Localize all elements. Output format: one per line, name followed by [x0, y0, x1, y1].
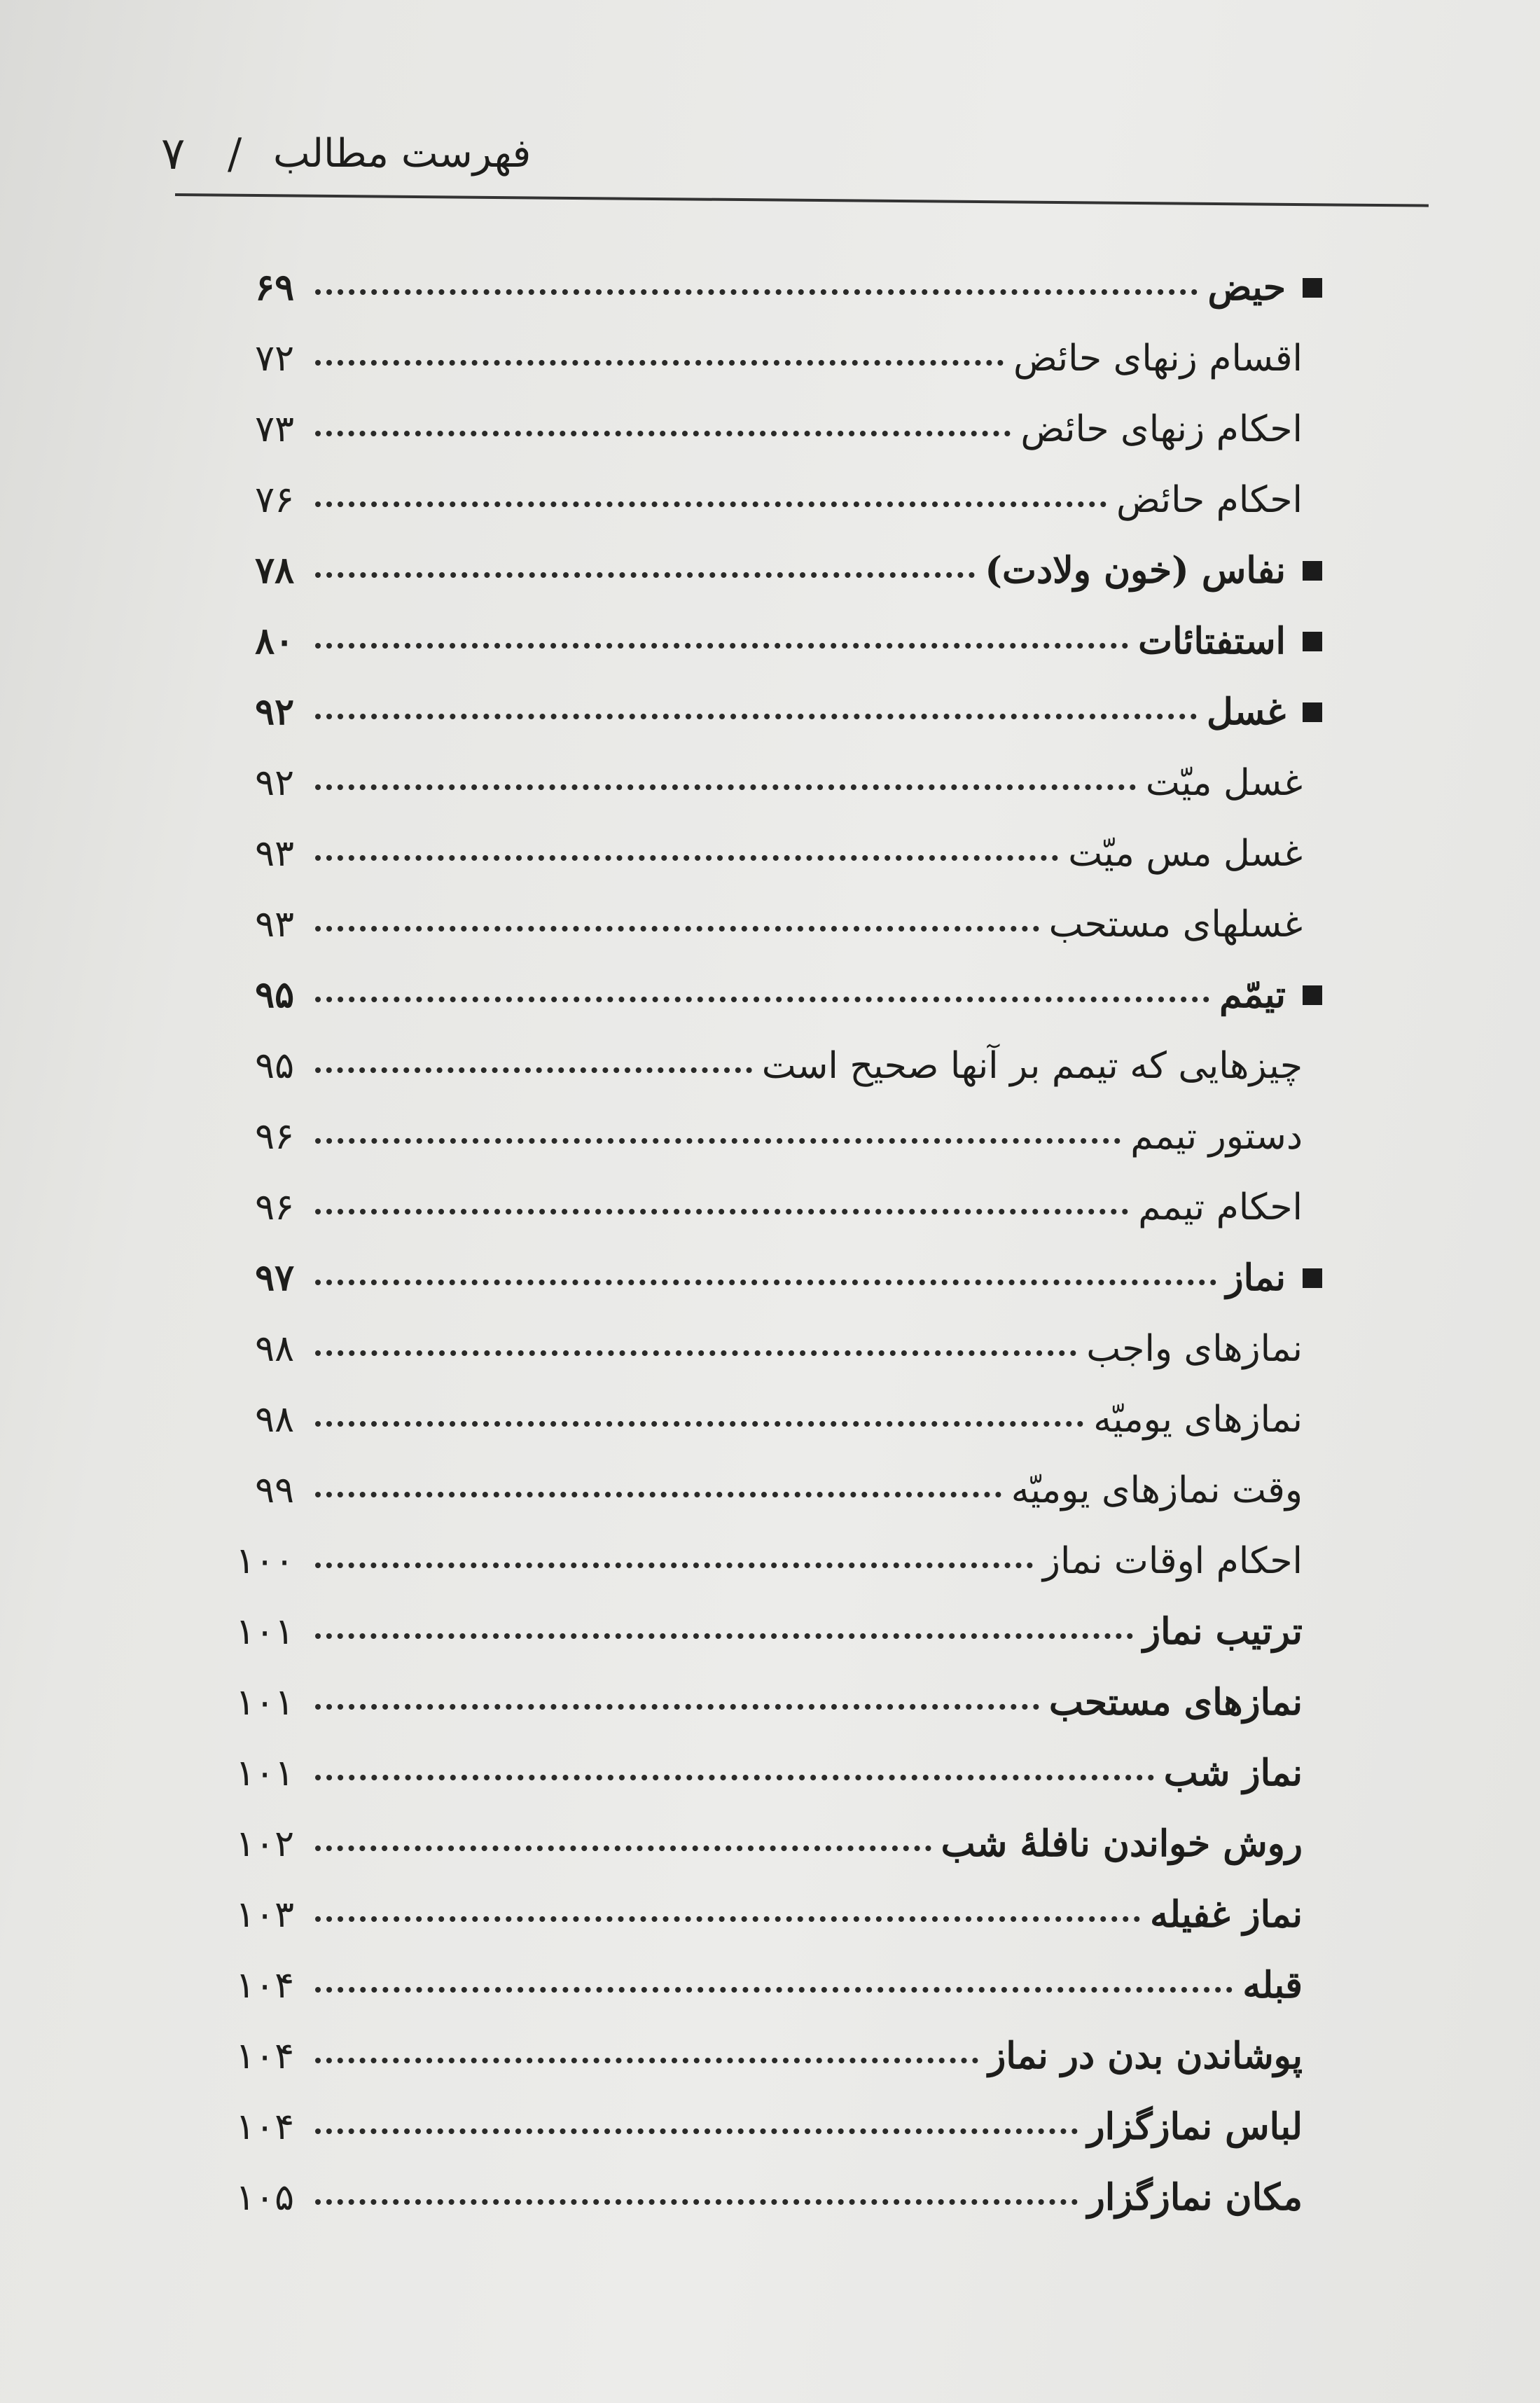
toc-entry-row — [196, 1525, 1387, 1596]
toc-page-number: ۹۲ — [255, 691, 294, 733]
toc-entry-title: قبله — [1242, 1964, 1303, 2007]
square-bullet-icon — [1303, 632, 1322, 651]
toc-dot-leader — [315, 714, 1197, 719]
toc-page-number: ۱۰۳ — [235, 1893, 294, 1936]
toc-dot-leader — [315, 2199, 1078, 2205]
toc-page-number: ۱۰۱ — [235, 1681, 294, 1724]
toc-entry-title: وقت نمازهای یومیّه — [1011, 1469, 1303, 1511]
toc-entry-title: احکام تیمم — [1138, 1186, 1303, 1228]
toc-dot-leader — [315, 1916, 1140, 1922]
toc-dot-leader — [315, 1280, 1216, 1285]
toc-dot-leader — [315, 360, 1004, 366]
toc-dot-leader — [315, 1421, 1083, 1427]
toc-dot-leader — [315, 289, 1198, 295]
toc-dot-leader — [315, 2128, 1078, 2134]
toc-section-row — [196, 960, 1387, 1030]
page-header — [161, 119, 1422, 196]
header-separator: / — [228, 130, 242, 179]
toc-page-number: ۹۳ — [255, 903, 294, 946]
toc-entry-row — [196, 1030, 1387, 1101]
toc-entry-title: نماز غفیله — [1150, 1893, 1303, 1936]
toc-page-number: ۹۶ — [255, 1115, 294, 1158]
toc-entry-row — [196, 1738, 1387, 1808]
toc-page-number: ۹۸ — [255, 1327, 294, 1370]
toc-page-number: ۹۵ — [255, 1044, 294, 1087]
toc-entry-row — [196, 323, 1387, 394]
toc-page-number: ۹۹ — [255, 1469, 294, 1511]
header-title: فهرست مطالب — [273, 131, 532, 176]
toc-entry-title: غسل مس میّت — [1068, 832, 1303, 875]
toc-entry-row — [196, 1879, 1387, 1950]
toc-page-number: ۱۰۲ — [235, 1822, 294, 1865]
toc-entry-row — [196, 1808, 1387, 1879]
toc-entry-title: غسل — [1207, 691, 1286, 733]
toc-page-number: ۱۰۱ — [235, 1752, 294, 1794]
toc-entry-row — [196, 818, 1387, 889]
toc-dot-leader — [315, 926, 1039, 932]
toc-entry-title: احکام زنهای حائض — [1020, 408, 1303, 450]
toc-entry-row — [196, 1384, 1387, 1455]
table-of-contents — [196, 252, 1387, 2233]
square-bullet-icon — [1303, 278, 1322, 298]
toc-entry-title: نمازهای مستحب — [1048, 1681, 1303, 1724]
toc-entry-title: نماز شب — [1163, 1752, 1303, 1794]
toc-page-number: ۷۶ — [255, 478, 294, 521]
toc-dot-leader — [315, 1633, 1133, 1639]
toc-dot-leader — [315, 997, 1209, 1002]
toc-entry-row — [196, 2162, 1387, 2233]
toc-entry-title: نفاس (خون ولادت) — [985, 549, 1286, 592]
toc-dot-leader — [315, 1138, 1121, 1144]
toc-entry-title: لباس نمازگزار — [1087, 2105, 1303, 2148]
toc-page-number: ۶۹ — [255, 266, 294, 309]
toc-entry-row — [196, 1455, 1387, 1525]
toc-page-number: ۷۳ — [255, 408, 294, 450]
toc-page-number: ۹۳ — [255, 832, 294, 875]
toc-entry-title: پوشاندن بدن در نماز — [988, 2035, 1303, 2077]
toc-dot-leader — [315, 431, 1011, 436]
toc-entry-title: غسلهای مستحب — [1048, 903, 1303, 946]
toc-entry-row — [196, 1667, 1387, 1738]
toc-page-number: ۹۵ — [255, 974, 294, 1016]
toc-section-row — [196, 535, 1387, 606]
toc-dot-leader — [315, 1704, 1039, 1710]
toc-section-row — [196, 606, 1387, 677]
toc-entry-title: احکام اوقات نماز — [1042, 1539, 1303, 1582]
toc-entry-title: چیزهایی که تیمم بر آنها صحیح است — [761, 1044, 1303, 1087]
toc-dot-leader — [315, 1209, 1128, 1214]
toc-entry-title: تیمّم — [1219, 974, 1286, 1016]
toc-entry-title: حیض — [1207, 266, 1286, 309]
square-bullet-icon — [1303, 561, 1322, 581]
toc-entry-title: دستور تیمم — [1130, 1115, 1303, 1158]
toc-entry-row — [196, 889, 1387, 960]
toc-page-number: ۱۰۰ — [235, 1539, 294, 1582]
toc-dot-leader — [315, 501, 1107, 507]
toc-entry-title: غسل میّت — [1145, 761, 1303, 804]
toc-dot-leader — [315, 1845, 931, 1851]
toc-page-number: ۱۰۱ — [235, 1610, 294, 1653]
toc-page-number: ۷۲ — [255, 337, 294, 380]
toc-dot-leader — [315, 1067, 752, 1073]
toc-entry-title: احکام حائض — [1116, 478, 1303, 521]
toc-dot-leader — [315, 1987, 1233, 1993]
toc-entry-row — [196, 1596, 1387, 1667]
toc-dot-leader — [315, 2058, 978, 2063]
toc-entry-title: استفتائات — [1138, 620, 1286, 663]
toc-page-number: ۹۲ — [255, 761, 294, 804]
square-bullet-icon — [1303, 1268, 1322, 1288]
toc-dot-leader — [315, 1775, 1154, 1780]
toc-page-number: ۱۰۴ — [235, 2105, 294, 2148]
toc-entry-row — [196, 1101, 1387, 1172]
toc-entry-row — [196, 2021, 1387, 2091]
toc-section-row — [196, 252, 1387, 323]
toc-page-number: ۸۰ — [255, 620, 294, 663]
toc-dot-leader — [315, 572, 975, 578]
toc-entry-title: ترتیب نماز — [1143, 1610, 1303, 1653]
toc-page-number: ۱۰۴ — [235, 1964, 294, 2007]
toc-page-number: ۱۰۴ — [235, 2035, 294, 2077]
toc-page-number: ۹۷ — [255, 1256, 294, 1299]
toc-entry-title: اقسام زنهای حائض — [1013, 337, 1303, 380]
toc-entry-title: روش خواندن نافلهٔ شب — [941, 1822, 1303, 1865]
square-bullet-icon — [1303, 702, 1322, 722]
toc-dot-leader — [315, 784, 1136, 790]
toc-dot-leader — [315, 855, 1058, 861]
toc-entry-row — [196, 1172, 1387, 1242]
header-page-number: ۷ — [161, 128, 186, 180]
toc-dot-leader — [315, 643, 1128, 649]
toc-page-number: ۹۸ — [255, 1398, 294, 1441]
toc-section-row — [196, 1242, 1387, 1313]
toc-page-number: ۷۸ — [255, 549, 294, 592]
toc-entry-row — [196, 747, 1387, 818]
toc-entry-row — [196, 394, 1387, 464]
toc-entry-row — [196, 464, 1387, 535]
toc-page-number: ۱۰۵ — [235, 2176, 294, 2219]
square-bullet-icon — [1303, 985, 1322, 1005]
toc-page-number: ۹۶ — [255, 1186, 294, 1228]
toc-entry-title: نماز — [1226, 1256, 1286, 1299]
toc-entry-title: نمازهای واجب — [1086, 1327, 1303, 1370]
toc-entry-row — [196, 1950, 1387, 2021]
toc-dot-leader — [315, 1350, 1076, 1356]
toc-entry-title: نمازهای یومیّه — [1093, 1398, 1303, 1441]
toc-entry-row — [196, 2091, 1387, 2162]
toc-entry-title: مکان نمازگزار — [1087, 2176, 1303, 2219]
toc-section-row — [196, 677, 1387, 747]
toc-dot-leader — [315, 1563, 1033, 1568]
toc-entry-row — [196, 1313, 1387, 1384]
toc-dot-leader — [315, 1492, 1001, 1497]
